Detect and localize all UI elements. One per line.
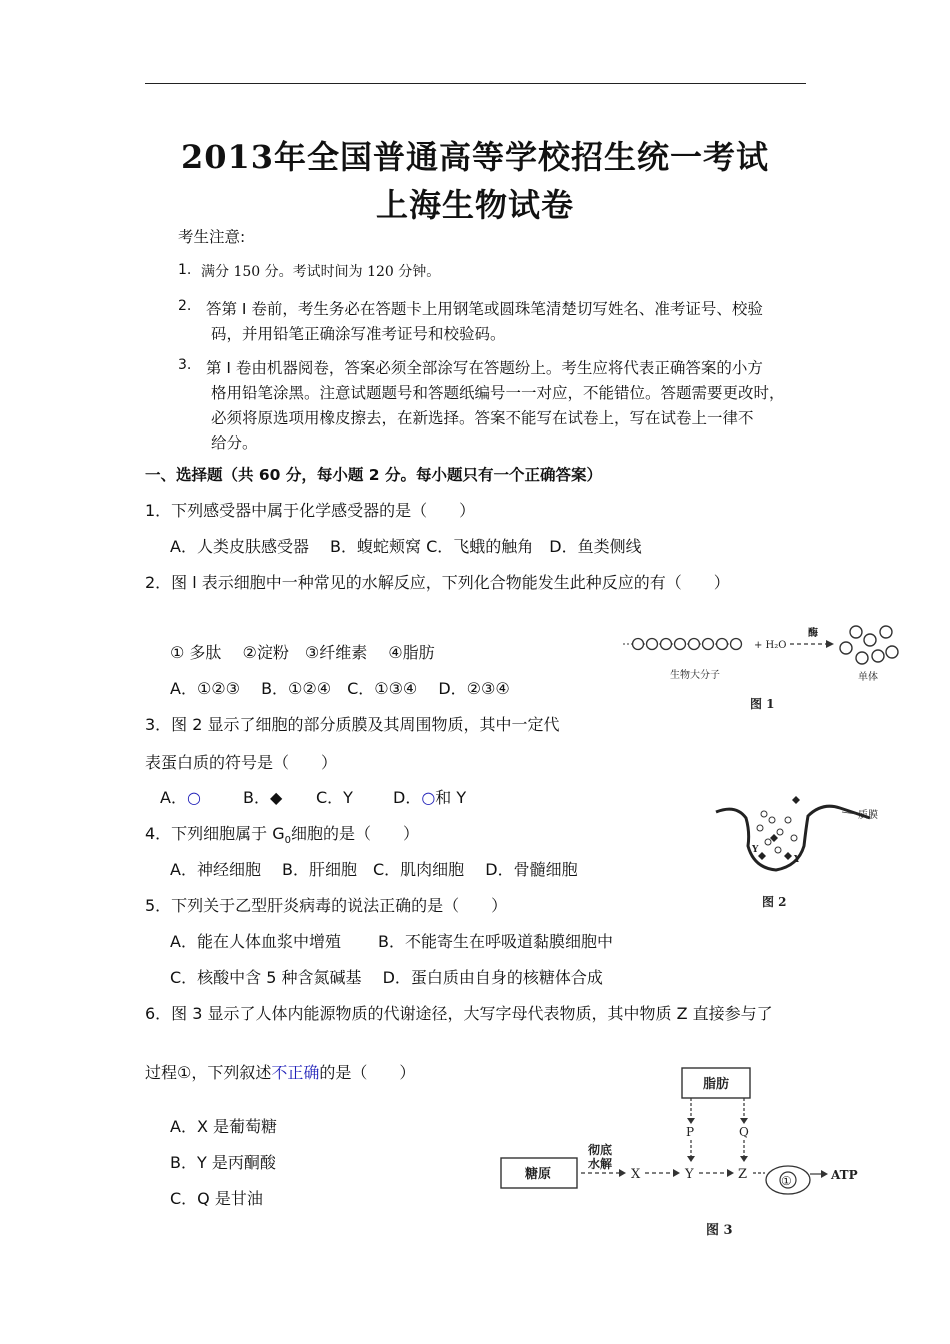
question-6-option-a: A．X 是葡萄糖	[170, 1117, 277, 1136]
figure-2-diagram	[710, 790, 890, 915]
question-4-options: A．神经细胞 B．肝细胞 C．肌肉细胞 D．骨髓细胞	[170, 860, 578, 879]
hydrolysis-label-1: 彻底	[588, 1143, 613, 1157]
fat-box-label: 脂肪	[703, 1077, 730, 1092]
question-6-option-c: C．Q 是甘油	[170, 1189, 263, 1208]
notice-3-line-1: 第 I 卷由机器阅卷，答案必须全部涂写在答题纷上。考生应将代表正确答案的小方	[206, 359, 763, 377]
glycogen-box-label: 糖原	[525, 1167, 552, 1182]
notice-3-number: 3.	[178, 357, 192, 373]
notice-1-text: 满分 150 分。考试时间为 120 分钟。	[201, 264, 441, 280]
notice-1-number: 1.	[178, 262, 192, 278]
question-6-option-b: B．Y 是丙酮酸	[170, 1153, 276, 1172]
question-3-option-b: B．◆	[243, 788, 283, 807]
figure-3-diagram	[495, 1062, 875, 1242]
question-3-stem-line-1: 3．图 2 显示了细胞的部分质膜及其周围物质，其中一定代	[145, 715, 560, 734]
circle-symbol: ○	[421, 788, 436, 807]
y-label: Y	[685, 1167, 694, 1182]
monomer-label: 单体	[858, 672, 878, 683]
process-1-label: ①	[781, 1174, 792, 1188]
figure-1-diagram	[618, 618, 903, 718]
reagent-label: + H₂O	[754, 640, 787, 651]
emphasis-not-correct: 不正确	[271, 1063, 320, 1082]
notice-3-line-4: 给分。	[211, 434, 258, 452]
question-6-stem-line-1: 6．图 3 显示了人体内能源物质的代谢途径，大写字母代表物质，其中物质 Z 直接参与了	[145, 1004, 773, 1023]
circle-symbol: ○	[186, 788, 201, 807]
question-5-stem: 5．下列关于乙型肝炎病毒的说法正确的是（ ）	[145, 896, 508, 915]
figure-1-caption: 图 1	[750, 697, 775, 711]
svg-text:Y: Y	[794, 855, 801, 865]
question-6-stem-line-2: 过程①，下列叙述不正确的是（ ）	[145, 1063, 416, 1082]
x-label: X	[631, 1167, 641, 1182]
p-label: P	[686, 1125, 695, 1139]
membrane-label: 质膜	[858, 810, 878, 821]
header-rule	[145, 83, 806, 84]
question-3-option-c: C．Y	[316, 788, 353, 807]
z-label: Z	[738, 1167, 748, 1182]
figure-2-caption: 图 2	[762, 895, 787, 909]
svg-text:Y: Y	[752, 845, 759, 855]
notice-3-line-3: 必须将原选项用橡皮擦去，在新选择。答案不能写在试卷上，写在试卷上一律不	[211, 409, 754, 427]
notice-3-line-2: 格用铅笔涂黑。注意试题题号和答题纸编号一一对应，不能错位。答题需要更改时，	[211, 384, 785, 402]
exam-subtitle: 上海生物试卷	[375, 186, 574, 224]
question-3-option-a: A．○	[160, 788, 201, 807]
notice-2-number: 2.	[178, 298, 192, 314]
atp-label: ATP	[831, 1168, 858, 1182]
question-5-options-ab: A．能在人体血浆中增殖 B．不能寄生在呼吸道黏膜细胞中	[170, 932, 614, 951]
macromolecule-label: 生物大分子	[670, 670, 720, 681]
q-label: Q	[739, 1125, 749, 1139]
question-4-stem: 4．下列细胞属于 $G_0$细胞的是（ ）	[145, 824, 420, 847]
notice-heading: 考生注意:	[178, 228, 246, 246]
question-1-options: A．人类皮肤感受器 B．蝮蛇颊窝 C．飞蛾的触角 D．鱼类侧线	[170, 537, 642, 556]
enzyme-label: 酶	[808, 628, 818, 639]
question-3-option-d: D．○和 Y	[393, 788, 467, 807]
question-2-stem: 2．图 l 表示细胞中一种常见的水解反应，下列化合物能发生此种反应的有（ ）	[145, 573, 730, 592]
question-1-stem: 1．下列感受器中属于化学感受器的是（ ）	[145, 501, 476, 520]
notice-2-line-2: 码，并用铅笔正确涂写准考证号和校验码。	[211, 325, 506, 343]
notice-2-line-1: 答第 I 卷前，考生务必在答题卡上用钢笔或圆珠笔清楚切写姓名、准考证号、校验	[206, 300, 763, 318]
figure-3-caption: 图 3	[706, 1223, 733, 1238]
section-heading: 一、选择题（共 60 分，每小题 2 分。每小题只有一个正确答案）	[145, 466, 602, 484]
hydrolysis-label-2: 水解	[588, 1157, 613, 1171]
question-3-stem-line-2: 表蛋白质的符号是（ ）	[145, 753, 338, 772]
exam-title: 2013年全国普通高等学校招生统一考试	[180, 138, 770, 176]
question-2-items: ① 多肽 ②淀粉 ③纤维素 ④脂肪	[170, 643, 435, 662]
question-5-options-cd: C．核酸中含 5 种含氮碱基 D．蛋白质由自身的核糖体合成	[170, 968, 603, 987]
question-2-options: A．①②③ B．①②④ C．①③④ D．②③④	[170, 679, 510, 698]
